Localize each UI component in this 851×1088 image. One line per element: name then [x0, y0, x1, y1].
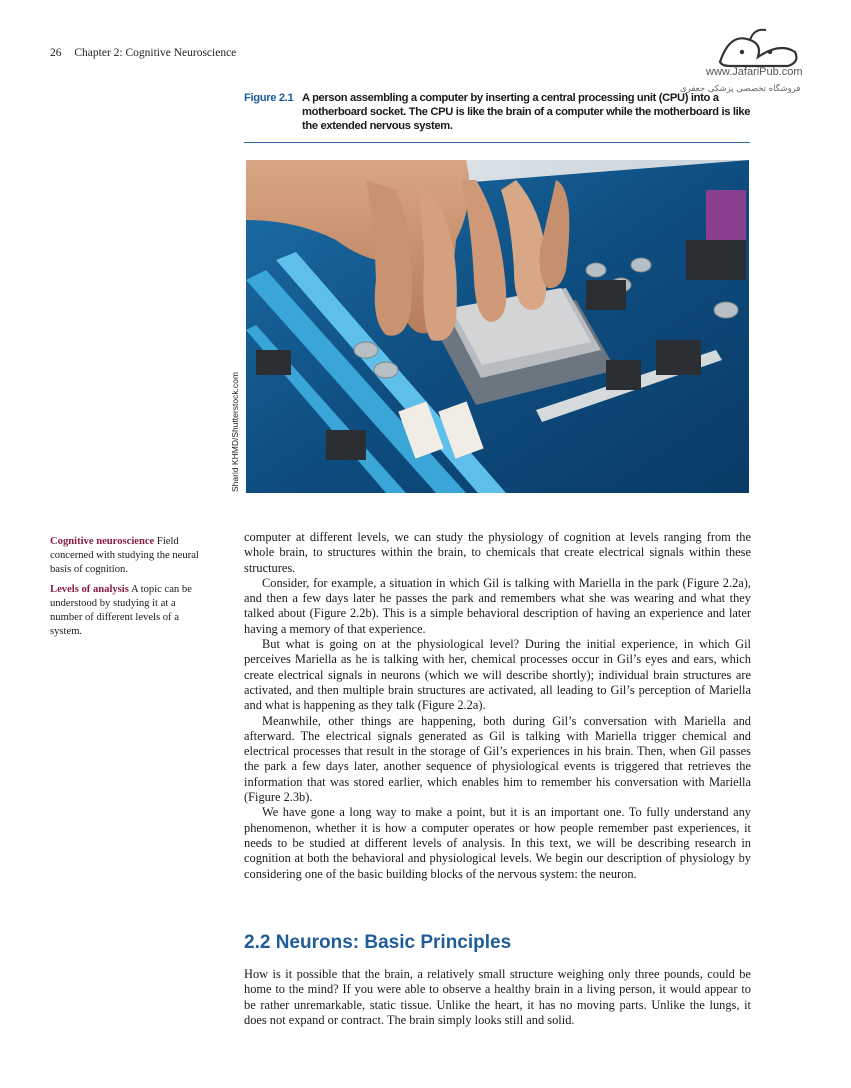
paragraph: But what is going on at the physiological level? During the initial experience, in which Gil perceives Mariella as he is talking with her, chemical processes occur in Gil’s eyes and ears, which create electrical signals in neurons (which we will describe shortly); individual brain structures are activated, and then multiple brain structures are activated, all leading to Gil’s perception of Mariella and what is happening as they talk (Figure 2.2a).	[244, 637, 751, 713]
figure-label: Figure 2.1	[244, 92, 294, 104]
figure-caption	[244, 91, 754, 133]
paragraph: We have gone a long way to make a point, but it is an important one. To fully understand any phenomenon, whether it is how a computer operates or how people remember past experiences, it needs to be studied at different levels of analysis. In this text, we will be describing research in cognition at both the behavioral and physiological levels. We begin our description of physiology by considering one of the basic building blocks of the nervous system: the neuron.	[244, 805, 751, 881]
glossary-term: Cognitive neuroscience	[50, 536, 155, 547]
section-heading: 2.2 Neurons: Basic Principles	[244, 932, 512, 953]
glossary-term: Levels of analysis	[50, 584, 129, 595]
paragraph: Consider, for example, a situation in which Gil is talking with Mariella in the park (Figure 2.2a), and then a few days later he passes the park and remembers what she was wearing and what they talked about (Figure 2.2b). This is a simple behavioral description of having an experience and later having a memory of that experience.	[244, 575, 751, 636]
paragraph: Meanwhile, other things are happening, both during Gil’s conversation with Mariella and afterward. The electrical signals generated as Gil is talking with Mariella trigger chemical and electrical processes that result in the storage of Gil’s experiences in his brain. Then, when Gil passes the park a few days later, another sequence of physiological events is triggered that retrieves the information that was stored earlier, which enables him to remember his conversation with Mariella (Figure 2.3b).	[244, 713, 751, 805]
watermark-url: www.JafariPub.com	[706, 66, 803, 78]
running-head	[50, 47, 236, 59]
photo-credit: Sharid KHMD/Shutterstock.com	[230, 372, 240, 492]
section-text	[244, 967, 751, 1028]
cpu-motherboard-photo	[246, 160, 749, 493]
glossary-definition: A topic can be understood by studying it at a number of different levels of a system.	[50, 584, 192, 637]
page-number: 26	[50, 47, 62, 59]
glossary-entry	[50, 535, 210, 577]
margin-glossary	[50, 535, 210, 645]
paragraph: computer at different levels, we can study the physiology of cognition at levels ranging from the whole brain, to structures within the brain, to chemicals that create electrical signals within these structures.	[244, 530, 751, 575]
watermark-persian: فروشگاه تخصصی پزشکی جعفری	[680, 84, 801, 94]
body-text	[244, 530, 751, 882]
glossary-entry	[50, 583, 210, 639]
paragraph: How is it possible that the brain, a relatively small structure weighing only three pounds, could be home to the mind? If you were able to observe a healthy brain in a living person, it would appear to be rather unremarkable, static tissue. Unlike the heart, it has no moving parts. Unlike the lungs, it does not expand or contract. The brain simply looks still and solid.	[244, 967, 751, 1027]
chapter-title: Chapter 2: Cognitive Neuroscience	[74, 47, 237, 59]
glossary-definition: Field concerned with studying the neural basis of cognition.	[50, 536, 199, 575]
figure-caption-text: A person assembling a computer by inserting a central processing unit (CPU) into a motherboard socket. The CPU is like the brain of a computer while the motherboard is like the extended nervous system.	[302, 92, 751, 132]
caption-rule	[244, 142, 750, 143]
